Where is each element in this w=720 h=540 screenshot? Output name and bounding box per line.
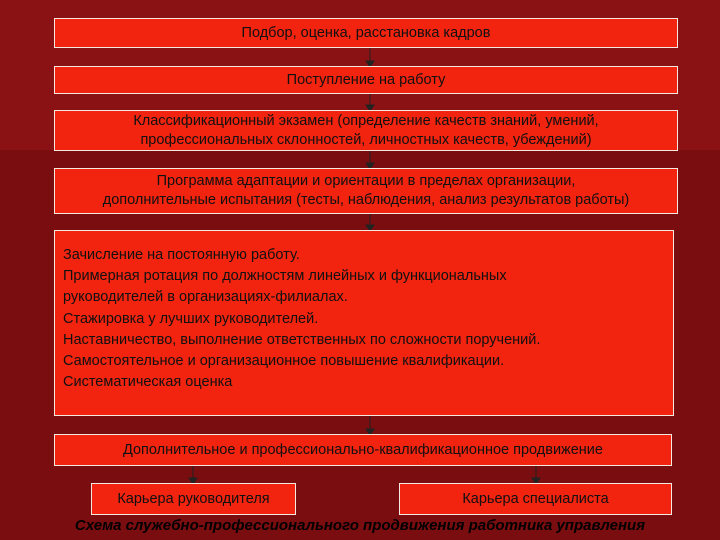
list-item: руководителей в организациях-филиалах.: [63, 289, 348, 306]
box-classification-exam-line2: профессиональных склонностей, личностных качеств, убеждений): [140, 131, 592, 148]
box-specialist-career-label: Карьера специалиста: [462, 490, 609, 507]
box-classification-exam: [54, 110, 678, 151]
box-adaptation-program-line1: Программа адаптации и ориентации в пределах организации,: [156, 173, 576, 189]
list-item: Стажировка у лучших руководителей.: [63, 310, 319, 327]
diagram-caption: Схема служебно-профессионального продвижения работника управления: [74, 517, 646, 534]
box-hiring: [54, 66, 678, 94]
box-classification-exam-line1: Классификационный экзамен (определение качеств знаний, умений,: [133, 112, 599, 129]
box-recruitment-label: Подбор, оценка, расстановка кадров: [241, 24, 491, 41]
box-advancement-label: Дополнительное и профессионально-квалификационное продвижение: [123, 441, 603, 458]
box-advancement: [54, 434, 672, 466]
list-item: Наставничество, выполнение ответственных по сложности поручений.: [63, 331, 541, 348]
box-adaptation-program: [54, 168, 678, 214]
list-item: Самостоятельное и организационное повышение квалификации.: [63, 353, 505, 370]
box-manager-career-label: Карьера руководителя: [117, 490, 270, 507]
box-recruitment: [54, 18, 678, 48]
list-item: Зачисление на постоянную работу.: [63, 247, 300, 263]
box-hiring-label: Поступление на работу: [286, 71, 446, 88]
list-item: Систематическая оценка: [63, 374, 233, 391]
box-specialist-career: [399, 483, 672, 515]
box-permanent-enrollment: [54, 230, 674, 416]
list-item: Примерная ротация по должностям линейных и функциональных: [63, 268, 507, 285]
box-adaptation-program-line2: дополнительные испытания (тесты, наблюдения, анализ результатов работы): [102, 192, 630, 208]
box-manager-career: [91, 483, 296, 515]
